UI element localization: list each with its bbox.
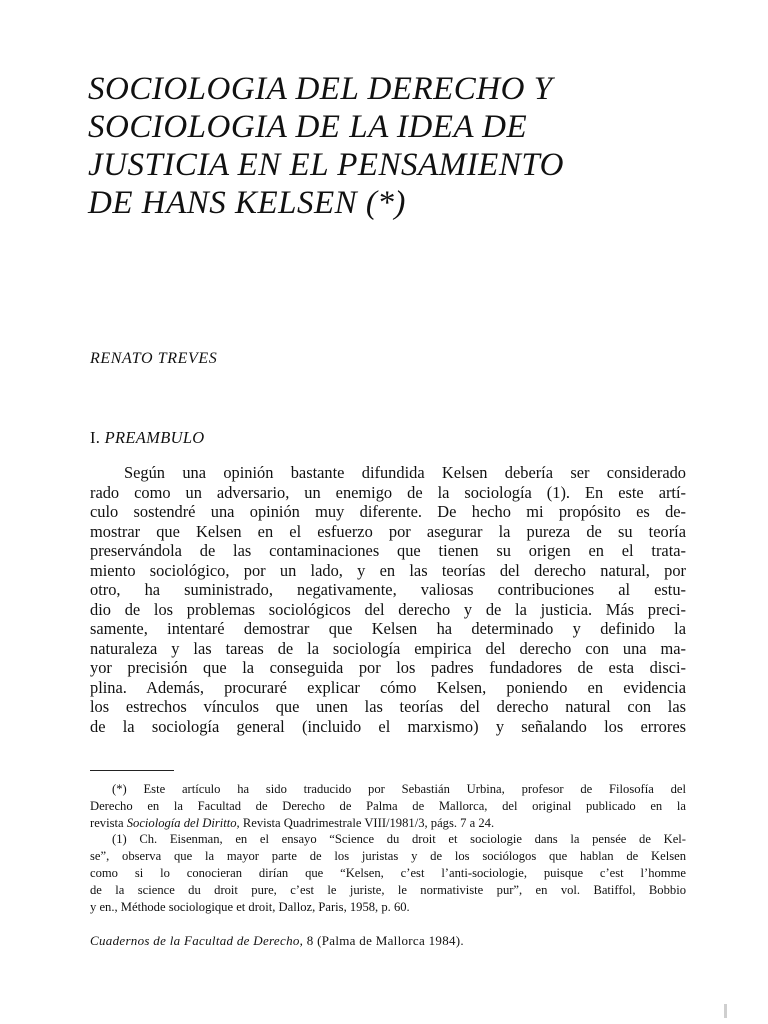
body-line: mostrar que Kelsen en el esfuerzo por asegurar la pureza de su teoría (90, 521, 686, 541)
title-line: SOCIOLOGIA DEL DERECHO Y (88, 71, 553, 107)
footnote-line: (1) Ch. Eisenman, en el ensayo “Science du droit et sociologie dans la pensée de Kel- (112, 832, 686, 847)
body-line: de la sociología general (incluido el marxismo) y señalando los errores (90, 716, 686, 736)
footnote-line (90, 815, 686, 832)
body-line: Según una opinión bastante difundida Kelsen debería ser considerado (124, 463, 686, 482)
footnote-text: Revista Quadrimestrale VIII/1981/3, págs. 7 a 24. (239, 815, 495, 830)
footnotes (90, 781, 686, 915)
section-heading (90, 428, 205, 448)
body-line: plina. Además, procuraré explicar cómo Kelsen, poniendo en evidencia (90, 677, 686, 697)
body-line: rado como un adversario, un enemigo de la sociología (1). En este artí- (90, 482, 686, 502)
footnote-text: revista (90, 815, 127, 830)
footnote-line: se”, observa que la mayor parte de los juristas y de los sociólogos que hablan de Kelsen (90, 849, 686, 864)
title-line: DE HANS KELSEN (*) (88, 185, 406, 221)
body-line: samente, intentaré demostrar que Kelsen ha determinado y definido la (90, 619, 686, 638)
body-line: otro, ha suministrado, negativamente, valiosas contribuciones al estu- (90, 580, 686, 599)
article-title (88, 70, 688, 222)
footnote-line: y en., Méthode sociologique et droit, Dalloz, Paris, 1958, p. 60. (90, 899, 410, 914)
footnote-divider (90, 770, 174, 771)
body-line: yor precisión que la conseguida por los padres fundadores de esta disci- (90, 658, 686, 677)
section-number: I. (90, 428, 101, 447)
footnote-line: (*) Este artículo ha sido traducido por Sebastián Urbina, profesor de Filosofía del (112, 782, 686, 796)
journal-citation (90, 933, 464, 949)
body-line: preservándola de las contaminaciones que tienen su origen en el trata- (90, 541, 686, 560)
body-line: dio de los problemas sociológicos del derecho y de la justicia. Más preci- (90, 599, 686, 619)
footnote-line: como si lo conocieran dirían que “Kelsen, c’est l’anti-sociologie, puisque c’est l’homme (90, 865, 686, 880)
scan-artifact (724, 1004, 727, 1018)
body-line: miento sociológico, por un lado, y en las teorías del derecho natural, por (90, 560, 686, 580)
title-line: SOCIOLOGIA DE LA IDEA DE (88, 109, 528, 145)
footnote-line: de la science du droit pure, c’est le juriste, le normativiste pur”, en vol. Batiffol, Bobbio (90, 882, 686, 897)
citation-details: 8 (Palma de Mallorca 1984). (303, 933, 464, 948)
footnote-line: Derecho en la Facultad de Derecho de Palma de Mallorca, del original publicado en la (90, 798, 686, 813)
body-line: naturaleza y las tareas de la sociología empirica del derecho con una ma- (90, 638, 686, 658)
section-title: PREAMBULO (104, 428, 205, 447)
title-line: JUSTICIA EN EL PENSAMIENTO (88, 147, 564, 183)
body-paragraph (90, 463, 686, 736)
author-name: RENATO TREVES (90, 350, 218, 367)
journal-name: Sociología del Diritto, (126, 815, 240, 830)
body-line: culo sostendré una opinión muy diferente. De hecho mi propósito es de- (90, 502, 686, 521)
body-line: los estrechos vínculos que unen las teorías del derecho natural con las (90, 697, 686, 716)
citation-journal: Cuadernos de la Facultad de Derecho, (90, 933, 304, 948)
